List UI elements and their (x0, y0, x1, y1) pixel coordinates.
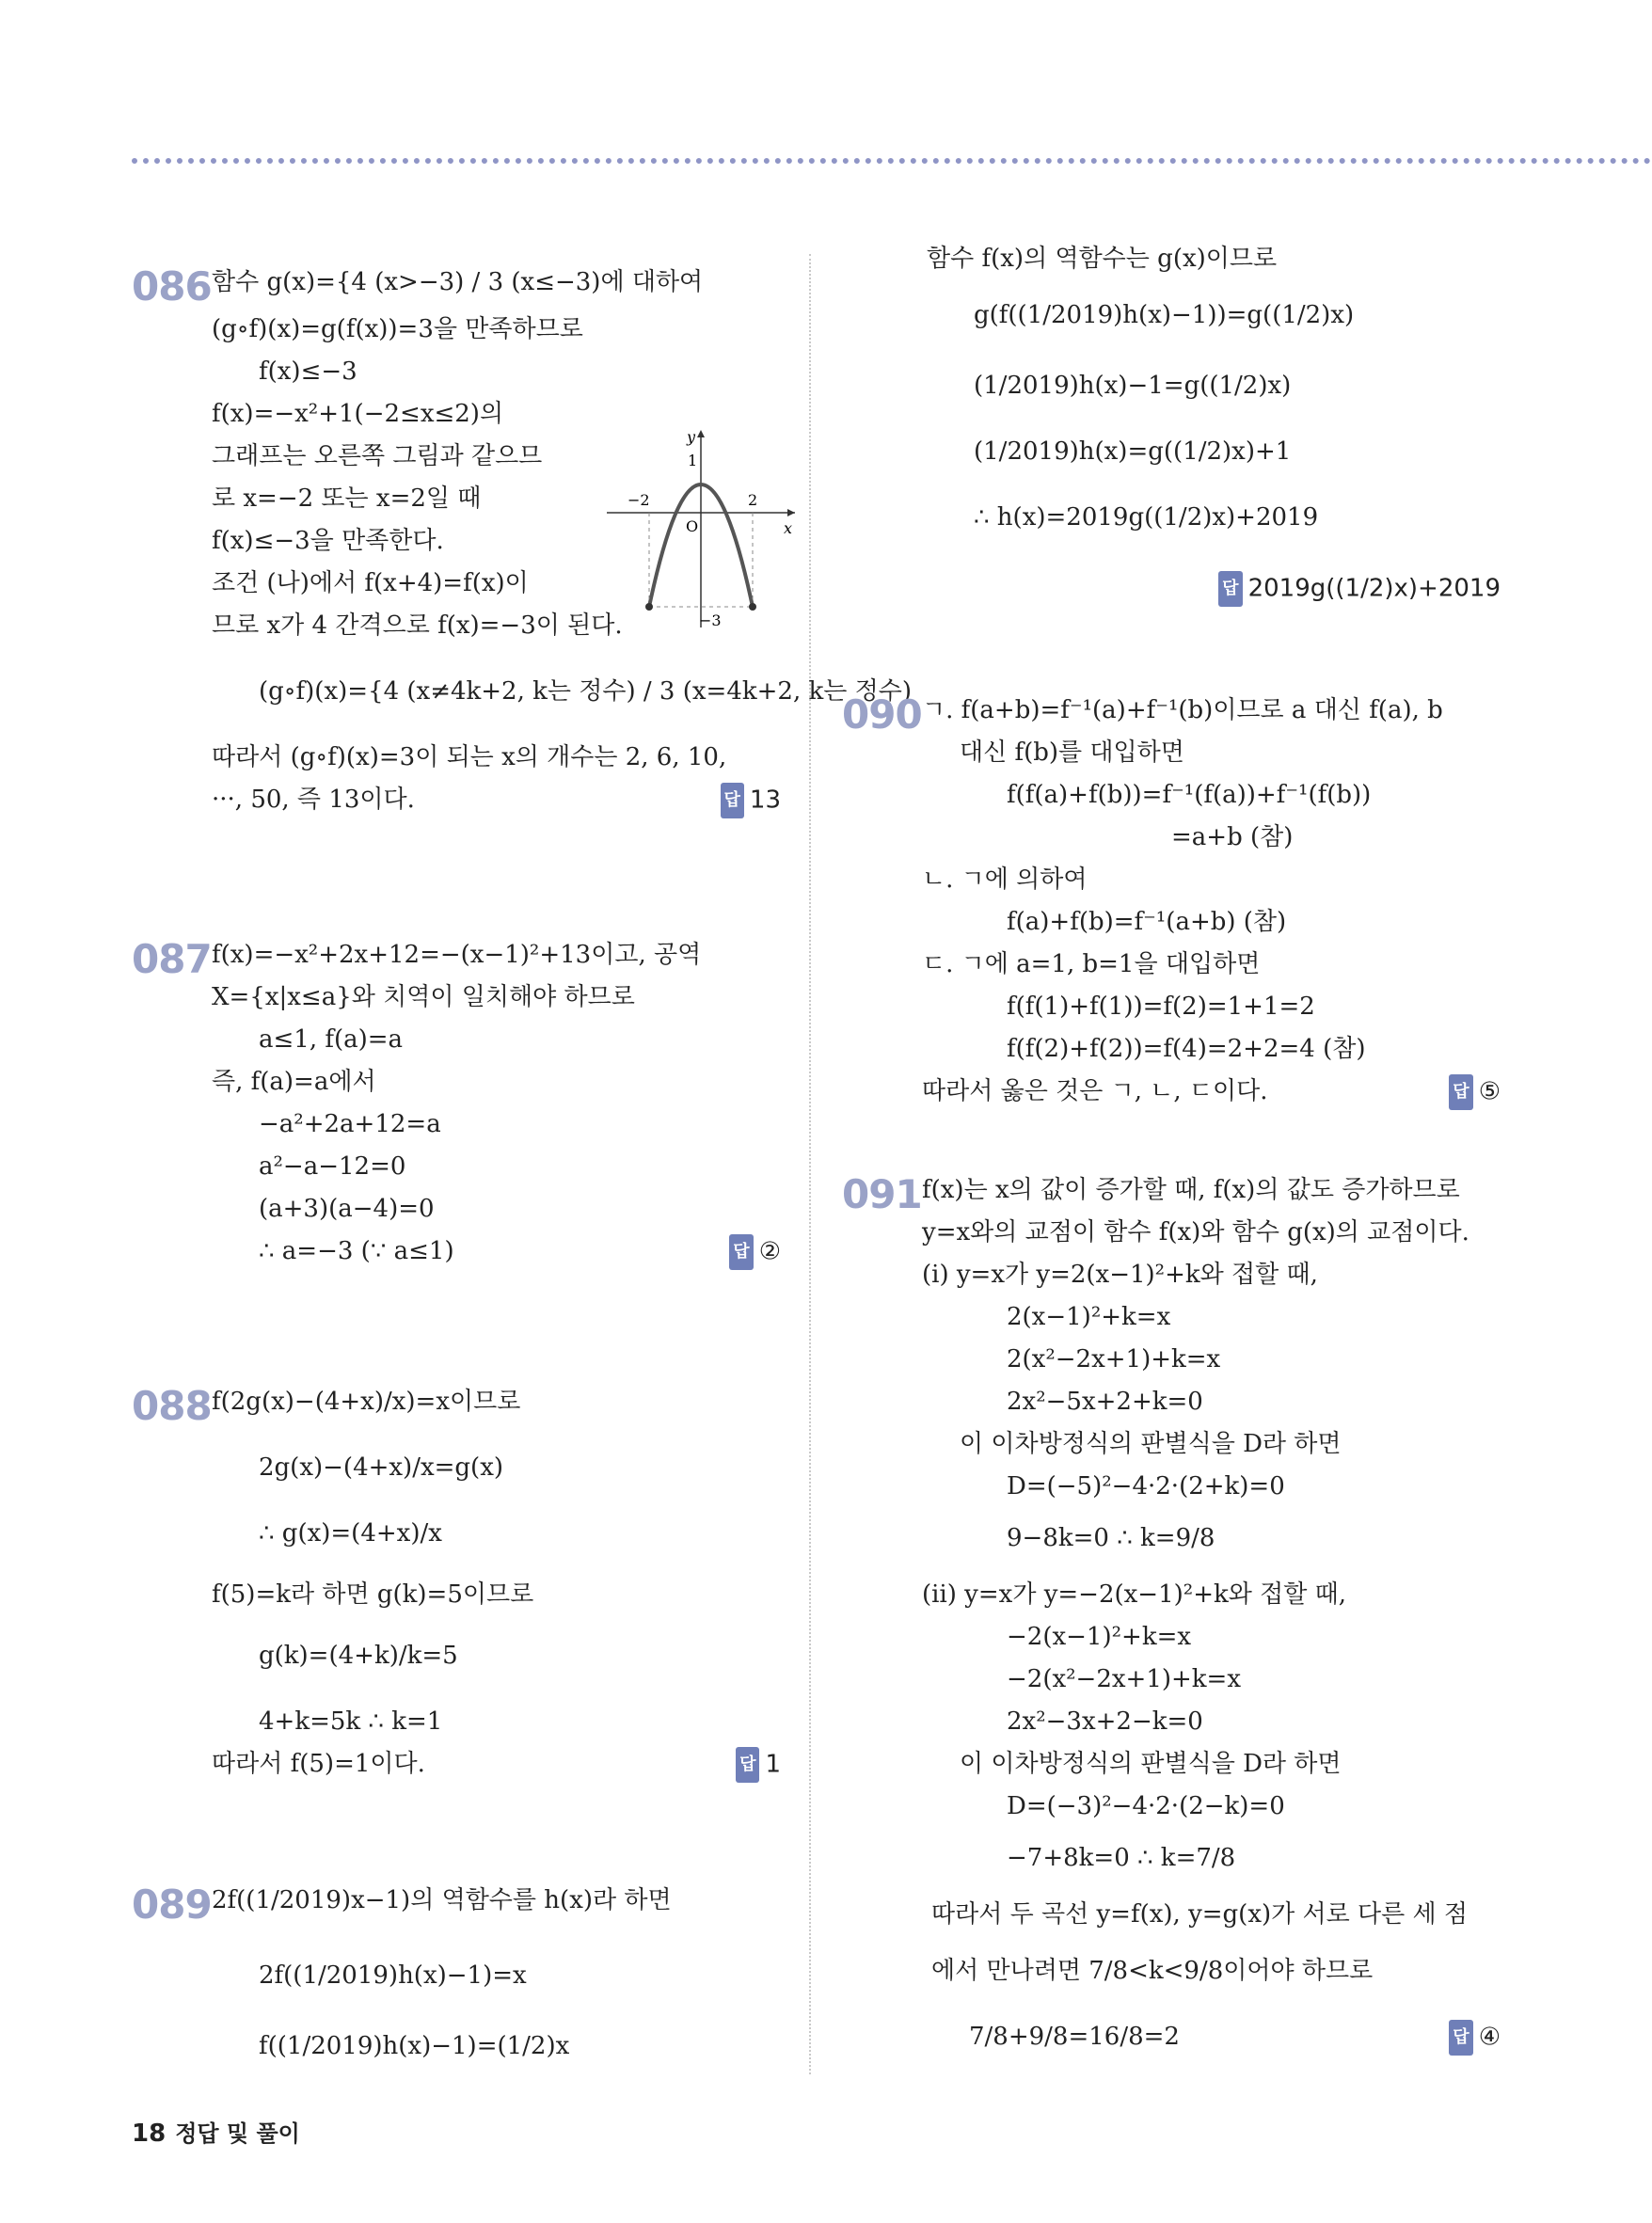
answer (736, 1747, 781, 1783)
origin-label: O (686, 517, 699, 535)
text-line: (1/2019)h(x)−1=g((1/2)x) (974, 372, 1292, 400)
text-line: f(f(2)+f(2))=f(4)=2+2=4 (참) (1007, 1035, 1366, 1063)
text-line: a²−a−12=0 (259, 1152, 406, 1181)
x-left-label: −2 (627, 491, 650, 509)
text-line: f(x)≤−3을 만족한다. (212, 527, 444, 555)
parabola-graph (607, 428, 795, 630)
text-line: f((1/2019)h(x)−1)=(1/2)x (259, 2032, 570, 2060)
text-line: f(5)=k라 하면 g(k)=5이므로 (212, 1580, 534, 1609)
x-right-label: 2 (748, 491, 758, 509)
text-line: f(x)=−x²+2x+12=−(x−1)²+13이고, 공역 (212, 941, 702, 969)
text-line: (g∘f)(x)=g(f(x))=3을 만족하므로 (212, 315, 583, 343)
answer-value: 13 (749, 786, 781, 815)
text-line: f(f(a)+f(b))=f⁻¹(f(a))+f⁻¹(f(b)) (1007, 781, 1372, 809)
text-line: 2f((1/2019)x−1)의 역함수를 h(x)라 하면 (212, 1886, 672, 1914)
answer-value: ② (758, 1237, 781, 1266)
answer-value: ⑤ (1478, 1077, 1501, 1106)
answer-badge: 답 (729, 1234, 753, 1270)
text-line: 2x²−5x+2+k=0 (1007, 1388, 1203, 1416)
text-line: f(2g(x)−(4+x)/x)=x이므로 (212, 1388, 521, 1416)
text-line: 이 이차방정식의 판별식을 D라 하면 (960, 1750, 1342, 1778)
text-line: g(f((1/2019)h(x)−1))=g((1/2)x) (974, 301, 1355, 329)
text-line: 므로 x가 4 간격으로 f(x)=−3이 된다. (212, 611, 623, 640)
x-axis-label: x (784, 519, 793, 537)
text-line: 4+k=5k ∴ k=1 (259, 1707, 443, 1736)
answer-badge: 답 (721, 783, 744, 818)
problem-number: 089 (132, 1882, 212, 1928)
text-line: ∴ g(x)=(4+x)/x (259, 1519, 442, 1548)
endpoint-dot (749, 603, 756, 611)
text-line: 따라서 f(5)=1이다. (212, 1750, 425, 1778)
section-title: 정답 및 풀이 (175, 2120, 300, 2147)
problem-number: 086 (132, 263, 212, 310)
text-line: D=(−5)²−4·2·(2+k)=0 (1007, 1472, 1285, 1501)
page-number: 18 (132, 2120, 167, 2148)
text-line: 이 이차방정식의 판별식을 D라 하면 (960, 1430, 1342, 1458)
text-line: 에서 만나려면 7/8<k<9/8이어야 하므로 (931, 1957, 1374, 1985)
text-line: f(x)는 x의 값이 증가할 때, f(x)의 값도 증가하므로 (922, 1176, 1460, 1204)
answer-badge: 답 (1449, 2020, 1472, 2056)
endpoint-dot (645, 603, 653, 611)
text-line: 함수 g(x)={4 (x>−3) / 3 (x≤−3)에 대하여 (212, 268, 704, 296)
text-line: 2x²−3x+2−k=0 (1007, 1707, 1203, 1736)
text-line: 따라서 (g∘f)(x)=3이 되는 x의 개수는 2, 6, 10, (212, 743, 727, 771)
text-line: y=x와의 교점이 함수 f(x)와 함수 g(x)의 교점이다. (922, 1218, 1469, 1246)
x-axis-arrow (787, 509, 795, 516)
text-line: g(k)=(4+k)/k=5 (259, 1642, 458, 1670)
text-line: (ⅱ) y=x가 y=−2(x−1)²+k와 접할 때, (922, 1580, 1346, 1609)
text-line: 로 x=−2 또는 x=2일 때 (212, 484, 482, 513)
text-line: −7+8k=0 ∴ k=7/8 (1007, 1844, 1236, 1872)
text-line: 따라서 두 곡선 y=f(x), y=g(x)가 서로 다른 세 점 (931, 1900, 1469, 1929)
answer-value: ④ (1478, 2023, 1501, 2052)
problem-number: 088 (132, 1383, 212, 1429)
text-line: a≤1, f(a)=a (259, 1025, 404, 1054)
text-line: 즉, f(a)=a에서 (212, 1068, 376, 1096)
text-line: ㄷ. ㄱ에 a=1, b=1을 대입하면 (922, 950, 1261, 978)
text-line: 9−8k=0 ∴ k=9/8 (1007, 1524, 1215, 1552)
answer-badge: 답 (736, 1747, 759, 1783)
text-line: (1/2019)h(x)=g((1/2)x)+1 (974, 437, 1292, 466)
text-line: f(a)+f(b)=f⁻¹(a+b) (참) (1007, 908, 1287, 936)
text-line: f(x)≤−3 (259, 357, 357, 386)
y-top-label: 1 (688, 452, 698, 469)
text-line: ㄱ. f(a+b)=f⁻¹(a)+f⁻¹(b)이므로 a 대신 f(a), b (922, 696, 1443, 724)
text-line: 2(x²−2x+1)+k=x (1007, 1345, 1221, 1373)
text-line: 그래프는 오른쪽 그림과 같으므 (212, 442, 543, 470)
column-divider (809, 254, 811, 2074)
text-line: −a²+2a+12=a (259, 1110, 441, 1138)
answer-value: 1 (765, 1750, 781, 1779)
text-line: 2(x−1)²+k=x (1007, 1303, 1171, 1331)
y-axis-arrow (697, 430, 705, 437)
answer-badge: 답 (1218, 571, 1242, 607)
problem-number: 091 (842, 1171, 922, 1217)
text-line: 2f((1/2019)h(x)−1)=x (259, 1961, 527, 1990)
text-line: f(f(1)+f(1))=f(2)=1+1=2 (1007, 992, 1315, 1021)
text-line: ···, 50, 즉 13이다. (212, 786, 415, 814)
text-line: 7/8+9/8=16/8=2 (969, 2023, 1180, 2051)
text-line: =a+b (참) (1171, 823, 1294, 851)
text-line: 따라서 옳은 것은 ㄱ, ㄴ, ㄷ이다. (922, 1077, 1268, 1105)
answer (729, 1234, 781, 1270)
text-line: ∴ a=−3 (∵ a≤1) (259, 1237, 454, 1265)
text-line: (ⅰ) y=x가 y=2(x−1)²+k와 접할 때, (922, 1261, 1318, 1289)
text-line: X={x|x≤a}와 치역이 일치해야 하므로 (212, 983, 635, 1011)
answer (1449, 2020, 1501, 2056)
y-axis-label: y (687, 428, 696, 446)
text-line: ∴ h(x)=2019g((1/2)x)+2019 (974, 503, 1319, 532)
text-line: 2g(x)−(4+x)/x=g(x) (259, 1453, 503, 1482)
text-line: −2(x−1)²+k=x (1007, 1623, 1192, 1651)
text-line: 함수 f(x)의 역함수는 g(x)이므로 (927, 245, 1278, 273)
text-line: 대신 f(b)를 대입하면 (960, 738, 1184, 767)
y-bottom-label: −3 (699, 611, 722, 629)
text-line: D=(−3)²−4·2·(2−k)=0 (1007, 1792, 1285, 1820)
top-dotted-rule (132, 158, 1651, 164)
answer-badge: 답 (1449, 1074, 1472, 1110)
answer (721, 783, 781, 818)
answer (1218, 571, 1501, 607)
page-footer (132, 2115, 300, 2148)
text-line: (a+3)(a−4)=0 (259, 1195, 435, 1223)
text-line: −2(x²−2x+1)+k=x (1007, 1665, 1242, 1693)
answer-value: 2019g((1/2)x)+2019 (1247, 574, 1501, 603)
text-line: f(x)=−x²+1(−2≤x≤2)의 (212, 400, 504, 428)
answer (1449, 1074, 1501, 1110)
text-line: 조건 (나)에서 f(x+4)=f(x)이 (212, 569, 529, 597)
text-line: (g∘f)(x)={4 (x≠4k+2, k는 정수) / 3 (x=4k+2, k는 정수) (259, 677, 912, 706)
problem-number: 090 (842, 691, 922, 738)
text-line: ㄴ. ㄱ에 의하여 (922, 865, 1088, 894)
problem-number: 087 (132, 936, 212, 982)
